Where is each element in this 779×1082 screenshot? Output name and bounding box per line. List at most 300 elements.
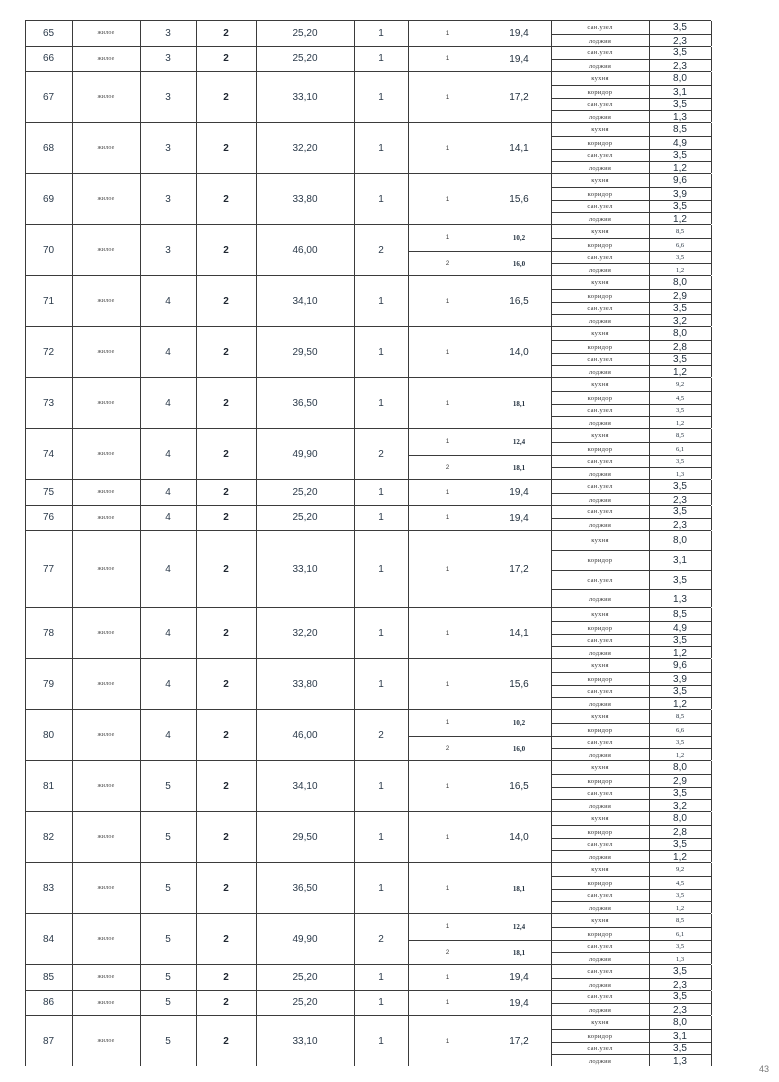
aux-room-area: 3,1 <box>673 1030 687 1042</box>
premise-type: жилое <box>97 30 115 37</box>
apartment-number: 78 <box>42 627 55 639</box>
living-room-number: 1 <box>445 566 450 573</box>
table-row <box>25 505 711 531</box>
floor-number: 4 <box>165 448 171 460</box>
aux-room-area: 3,9 <box>673 673 687 685</box>
living-room-number: 1 <box>445 349 450 356</box>
premise-type: жилое <box>97 936 115 942</box>
total-area: 36,50 <box>292 397 318 409</box>
living-room-line <box>408 965 551 991</box>
table-row <box>25 173 711 224</box>
living-room-area: 14,0 <box>509 347 529 358</box>
room-count: 1 <box>378 142 384 154</box>
aux-room-area: 3,9 <box>673 188 687 200</box>
premise-type: жилое <box>97 1038 115 1044</box>
aux-room-name: сан.узел <box>587 203 613 211</box>
floor-number: 3 <box>165 193 171 205</box>
column-divider <box>711 378 712 428</box>
aux-room-line <box>551 149 711 163</box>
living-room-number: 1 <box>445 1038 450 1045</box>
aux-room-area: 3,1 <box>673 555 687 567</box>
living-rooms <box>408 378 551 429</box>
aux-room-area: 3,5 <box>673 47 687 59</box>
living-rooms <box>408 123 551 174</box>
class-value: 2 <box>223 346 229 358</box>
aux-room-area: 3,5 <box>675 254 685 262</box>
premise-type: жилое <box>97 247 115 253</box>
living-room-area: 19,4 <box>509 972 529 984</box>
premise-type: жилое <box>97 885 115 891</box>
floor-number: 5 <box>165 831 171 843</box>
aux-room-line <box>551 723 711 737</box>
aux-room-area: 2,8 <box>673 341 687 353</box>
living-room-area: 15,6 <box>509 679 529 690</box>
aux-room-area: 8,5 <box>673 123 687 135</box>
premise-type: жилое <box>97 732 115 738</box>
aux-room-name: коридор <box>587 777 613 785</box>
aux-room-line <box>551 863 711 876</box>
total-area: 25,20 <box>292 997 318 1009</box>
living-rooms <box>408 812 551 863</box>
table-row <box>25 1015 711 1066</box>
aux-room-name: сан.узел <box>587 688 613 696</box>
class-value: 2 <box>223 831 229 843</box>
auxiliary-rooms <box>551 710 711 760</box>
aux-room-area: 9,6 <box>673 174 687 186</box>
aux-room-line <box>551 289 711 303</box>
aux-room-name: лоджия <box>588 165 612 173</box>
premise-type: жилое <box>97 783 115 789</box>
aux-room-area: 3,5 <box>673 303 687 315</box>
aux-room-line <box>551 480 711 493</box>
living-room-area: 19,4 <box>509 53 529 65</box>
table-row <box>25 913 711 964</box>
apartment-number: 70 <box>42 244 55 256</box>
aux-room-name: коридор <box>587 190 613 198</box>
living-room-area: 10,2 <box>512 718 526 727</box>
aux-room-name: коридор <box>587 930 613 938</box>
class-value: 2 <box>223 512 229 524</box>
apartment-number: 77 <box>42 563 55 575</box>
aux-room-area: 3,5 <box>675 458 685 466</box>
aux-room-area: 1,2 <box>673 648 687 660</box>
aux-room-area: 3,2 <box>673 801 687 813</box>
auxiliary-rooms <box>551 378 711 428</box>
aux-room-name: коридор <box>587 445 613 453</box>
living-rooms <box>408 506 551 532</box>
aux-room-name: коридор <box>587 394 613 402</box>
living-room-line <box>408 812 551 863</box>
total-area: 46,00 <box>292 729 318 741</box>
living-room-area: 16,0 <box>512 260 526 269</box>
aux-room-area: 4,5 <box>675 394 685 402</box>
aux-room-area: 2,9 <box>673 290 687 302</box>
living-room-number: 1 <box>445 783 450 790</box>
aux-room-name: сан.узел <box>587 101 613 109</box>
apartment-number: 69 <box>42 193 55 205</box>
aux-room-area: 8,0 <box>673 72 687 84</box>
living-room-line <box>408 123 551 174</box>
aux-room-name: сан.узел <box>587 637 613 645</box>
aux-room-name: сан.узел <box>587 892 613 900</box>
class-value: 2 <box>223 1035 229 1047</box>
column-divider <box>711 480 712 505</box>
aux-room-name: кухня <box>591 814 609 822</box>
living-room-number: 1 <box>445 834 450 841</box>
table-row <box>25 964 711 990</box>
table-row <box>25 607 711 658</box>
living-rooms <box>408 710 551 761</box>
living-room-line <box>408 736 551 763</box>
aux-room-name: лоджия <box>588 956 612 964</box>
aux-room-name: сан.узел <box>587 508 613 516</box>
living-room-number: 1 <box>445 196 450 203</box>
aux-room-area: 3,5 <box>673 1043 687 1055</box>
living-rooms <box>408 276 551 327</box>
aux-room-line <box>551 429 711 442</box>
aux-room-name: сан.узел <box>587 356 613 364</box>
aux-room-area: 3,5 <box>673 686 687 698</box>
aux-room-area: 2,9 <box>673 775 687 787</box>
floor-number: 5 <box>165 997 171 1009</box>
living-room-number: 1 <box>445 630 450 637</box>
apartment-number: 87 <box>42 1035 55 1047</box>
room-count: 1 <box>378 563 384 575</box>
auxiliary-rooms <box>551 21 711 46</box>
floor-number: 3 <box>165 244 171 256</box>
living-room-area: 10,2 <box>512 233 526 242</box>
auxiliary-rooms <box>551 123 711 173</box>
aux-room-area: 1,2 <box>675 752 685 760</box>
aux-room-line <box>551 550 711 570</box>
aux-room-name: лоджия <box>588 803 612 811</box>
total-area: 25,20 <box>292 512 318 524</box>
column-divider <box>711 506 712 531</box>
aux-room-name: лоджия <box>588 216 612 224</box>
class-value: 2 <box>223 780 229 792</box>
living-room-area: 18,1 <box>512 949 526 958</box>
aux-room-name: сан.узел <box>587 305 613 313</box>
living-rooms <box>408 1016 551 1067</box>
column-divider <box>711 863 712 913</box>
aux-room-area: 1,3 <box>675 471 685 479</box>
class-value: 2 <box>223 244 229 256</box>
living-room-number: 1 <box>445 400 450 407</box>
living-rooms <box>408 72 551 123</box>
aux-room-line <box>551 1054 711 1068</box>
living-rooms <box>408 327 551 378</box>
living-room-line <box>408 378 551 429</box>
aux-room-line <box>551 761 711 774</box>
room-count: 1 <box>378 346 384 358</box>
auxiliary-rooms <box>551 225 711 275</box>
aux-room-name: кухня <box>591 278 609 286</box>
living-room-line <box>408 455 551 482</box>
living-room-line <box>408 480 551 506</box>
total-area: 49,90 <box>292 933 318 945</box>
aux-room-line <box>551 353 711 367</box>
aux-room-name: кухня <box>591 125 609 133</box>
floor-number: 4 <box>165 295 171 307</box>
living-room-line <box>408 608 551 659</box>
living-room-line <box>408 940 551 967</box>
class-value: 2 <box>223 142 229 154</box>
aux-room-name: лоджия <box>588 981 612 989</box>
column-divider <box>711 174 712 224</box>
class-value: 2 <box>223 933 229 945</box>
aux-room-name: коридор <box>587 1032 613 1040</box>
aux-room-line <box>551 455 711 469</box>
living-room-area: 17,2 <box>509 564 529 575</box>
living-room-line <box>408 251 551 278</box>
aux-room-line <box>551 736 711 750</box>
aux-room-area: 8,5 <box>675 431 685 439</box>
table-row <box>25 709 711 760</box>
auxiliary-rooms <box>551 531 711 607</box>
table-row <box>25 71 711 122</box>
living-room-line <box>408 531 551 608</box>
aux-room-name: коридор <box>587 828 613 836</box>
aux-room-area: 3,5 <box>673 99 687 111</box>
aux-room-name: лоджия <box>588 318 612 326</box>
aux-room-name: коридор <box>587 292 613 300</box>
aux-room-area: 3,5 <box>675 892 685 900</box>
auxiliary-rooms <box>551 812 711 862</box>
aux-room-line <box>551 98 711 112</box>
living-room-number: 1 <box>445 438 450 445</box>
floor-number: 4 <box>165 346 171 358</box>
aux-room-area: 8,5 <box>675 227 685 235</box>
aux-room-area: 3,5 <box>675 943 685 951</box>
column-divider <box>711 531 712 607</box>
total-area: 25,20 <box>292 486 318 498</box>
column-divider <box>711 914 712 964</box>
aux-room-name: лоджия <box>588 854 612 862</box>
aux-room-name: сан.узел <box>587 841 613 849</box>
premise-type: жилое <box>97 681 115 687</box>
room-count: 1 <box>378 997 384 1009</box>
class-value: 2 <box>223 486 229 498</box>
aux-room-area: 2,3 <box>673 35 687 47</box>
aux-room-area: 2,3 <box>673 1005 687 1017</box>
apartment-number: 68 <box>42 142 55 154</box>
room-count: 1 <box>378 678 384 690</box>
class-value: 2 <box>223 729 229 741</box>
total-area: 33,10 <box>292 91 318 103</box>
aux-room-area: 6,1 <box>675 445 685 453</box>
floor-number: 3 <box>165 53 171 65</box>
aux-room-name: лоджия <box>588 522 612 530</box>
class-value: 2 <box>223 397 229 409</box>
living-room-number: 1 <box>445 974 450 981</box>
apartment-number: 85 <box>42 971 55 983</box>
class-value: 2 <box>223 678 229 690</box>
living-room-area: 16,5 <box>509 296 529 307</box>
living-room-line <box>408 659 551 710</box>
apartment-number: 73 <box>42 397 55 409</box>
living-rooms <box>408 659 551 710</box>
floor-number: 4 <box>165 397 171 409</box>
living-room-number: 1 <box>445 56 450 63</box>
room-count: 1 <box>378 27 384 39</box>
table-row <box>25 990 711 1016</box>
living-room-line <box>408 47 551 73</box>
total-area: 25,20 <box>292 971 318 983</box>
auxiliary-rooms <box>551 659 711 709</box>
aux-room-name: сан.узел <box>587 739 613 747</box>
aux-room-name: кухня <box>591 380 609 388</box>
aux-room-line <box>551 889 711 903</box>
auxiliary-rooms <box>551 991 711 1016</box>
aux-room-area: 4,5 <box>675 879 685 887</box>
aux-room-name: лоджия <box>588 701 612 709</box>
total-area: 25,20 <box>292 53 318 65</box>
room-count: 1 <box>378 53 384 65</box>
aux-room-name: кухня <box>591 865 609 873</box>
aux-room-area: 2,3 <box>673 61 687 73</box>
auxiliary-rooms <box>551 761 711 811</box>
living-room-number: 2 <box>445 261 450 268</box>
aux-room-name: лоджия <box>588 1007 612 1015</box>
aux-room-name: сан.узел <box>587 407 613 415</box>
living-room-line <box>408 276 551 327</box>
aux-room-line <box>551 251 711 265</box>
total-area: 34,10 <box>292 780 318 792</box>
apartment-table <box>25 20 711 1082</box>
aux-room-name: кухня <box>591 661 609 669</box>
class-value: 2 <box>223 448 229 460</box>
living-room-line <box>408 327 551 378</box>
aux-room-name: лоджия <box>588 752 612 760</box>
aux-room-area: 3,5 <box>673 788 687 800</box>
apartment-number: 76 <box>42 512 55 524</box>
aux-room-line <box>551 812 711 825</box>
room-count: 1 <box>378 882 384 894</box>
aux-room-line <box>551 710 711 723</box>
aux-room-line <box>551 442 711 456</box>
living-room-number: 1 <box>445 298 450 305</box>
aux-room-name: лоджия <box>588 114 612 122</box>
aux-room-area: 6,6 <box>675 726 685 734</box>
aux-room-line <box>551 123 711 136</box>
aux-room-name: лоджия <box>588 369 612 377</box>
premise-type: жилое <box>97 514 115 521</box>
aux-room-line <box>551 685 711 699</box>
living-room-area: 14,1 <box>509 143 529 154</box>
table-row <box>25 224 711 275</box>
premise-type: жилое <box>97 145 115 151</box>
column-divider <box>711 123 712 173</box>
aux-room-name: сан.узел <box>587 254 613 262</box>
room-count: 2 <box>378 729 384 741</box>
living-room-area: 16,0 <box>512 745 526 754</box>
floor-number: 4 <box>165 678 171 690</box>
premise-type: жилое <box>97 566 115 572</box>
premise-type: жилое <box>97 94 115 100</box>
aux-room-line <box>551 72 711 85</box>
aux-room-name: сан.узел <box>587 993 613 1001</box>
apartment-number: 65 <box>42 27 55 39</box>
living-rooms <box>408 991 551 1017</box>
aux-room-area: 1,3 <box>673 112 687 124</box>
class-value: 2 <box>223 91 229 103</box>
class-value: 2 <box>223 997 229 1009</box>
total-area: 36,50 <box>292 882 318 894</box>
aux-room-name: коридор <box>587 726 613 734</box>
aux-room-area: 6,6 <box>675 241 685 249</box>
premise-type: жилое <box>97 400 115 406</box>
living-room-number: 2 <box>445 465 450 472</box>
aux-room-area: 3,5 <box>675 407 685 415</box>
aux-room-line <box>551 774 711 788</box>
living-room-area: 19,4 <box>509 997 529 1009</box>
aux-room-name: лоджия <box>588 650 612 658</box>
aux-room-area: 3,5 <box>673 354 687 366</box>
living-room-area: 19,4 <box>509 487 529 499</box>
class-value: 2 <box>223 295 229 307</box>
living-room-number: 2 <box>445 746 450 753</box>
total-area: 33,10 <box>292 563 318 575</box>
aux-room-area: 1,2 <box>673 367 687 379</box>
column-divider <box>711 608 712 658</box>
aux-room-name: коридор <box>587 879 613 887</box>
class-value: 2 <box>223 882 229 894</box>
living-room-number: 1 <box>445 30 450 37</box>
column-divider <box>711 1016 712 1066</box>
premise-type: жилое <box>97 298 115 304</box>
aux-room-name: лоджия <box>588 496 612 504</box>
aux-room-name: коридор <box>587 624 613 632</box>
aux-room-area: 8,0 <box>673 812 687 824</box>
aux-room-area: 8,0 <box>673 535 687 547</box>
auxiliary-rooms <box>551 965 711 990</box>
total-area: 25,20 <box>292 27 318 39</box>
aux-room-area: 3,5 <box>673 506 687 518</box>
aux-room-area: 3,5 <box>673 574 687 586</box>
column-divider <box>711 659 712 709</box>
aux-room-name: сан.узел <box>587 967 613 975</box>
aux-room-area: 1,3 <box>673 1056 687 1068</box>
aux-room-line <box>551 838 711 852</box>
aux-room-line <box>551 506 711 519</box>
living-rooms <box>408 174 551 225</box>
aux-room-line <box>551 378 711 391</box>
aux-room-name: сан.узел <box>587 49 613 57</box>
living-room-line <box>408 225 551 251</box>
aux-room-area: 1,2 <box>673 852 687 864</box>
living-room-line <box>408 506 551 532</box>
aux-room-area: 3,5 <box>673 991 687 1003</box>
apartment-number: 72 <box>42 346 55 358</box>
aux-room-area: 3,5 <box>673 201 687 213</box>
table-row <box>25 326 711 377</box>
apartment-number: 82 <box>42 831 55 843</box>
class-value: 2 <box>223 971 229 983</box>
class-value: 2 <box>223 563 229 575</box>
aux-room-line <box>551 927 711 941</box>
floor-number: 4 <box>165 627 171 639</box>
living-room-area: 18,1 <box>512 464 526 473</box>
aux-room-name: кухня <box>591 74 609 82</box>
floor-number: 5 <box>165 882 171 894</box>
living-room-area: 14,0 <box>509 832 529 843</box>
aux-room-area: 8,5 <box>675 916 685 924</box>
aux-room-area: 8,0 <box>673 327 687 339</box>
aux-room-line <box>551 608 711 621</box>
aux-room-name: кухня <box>591 537 609 545</box>
column-divider <box>711 429 712 479</box>
premise-type: жилое <box>97 974 115 981</box>
